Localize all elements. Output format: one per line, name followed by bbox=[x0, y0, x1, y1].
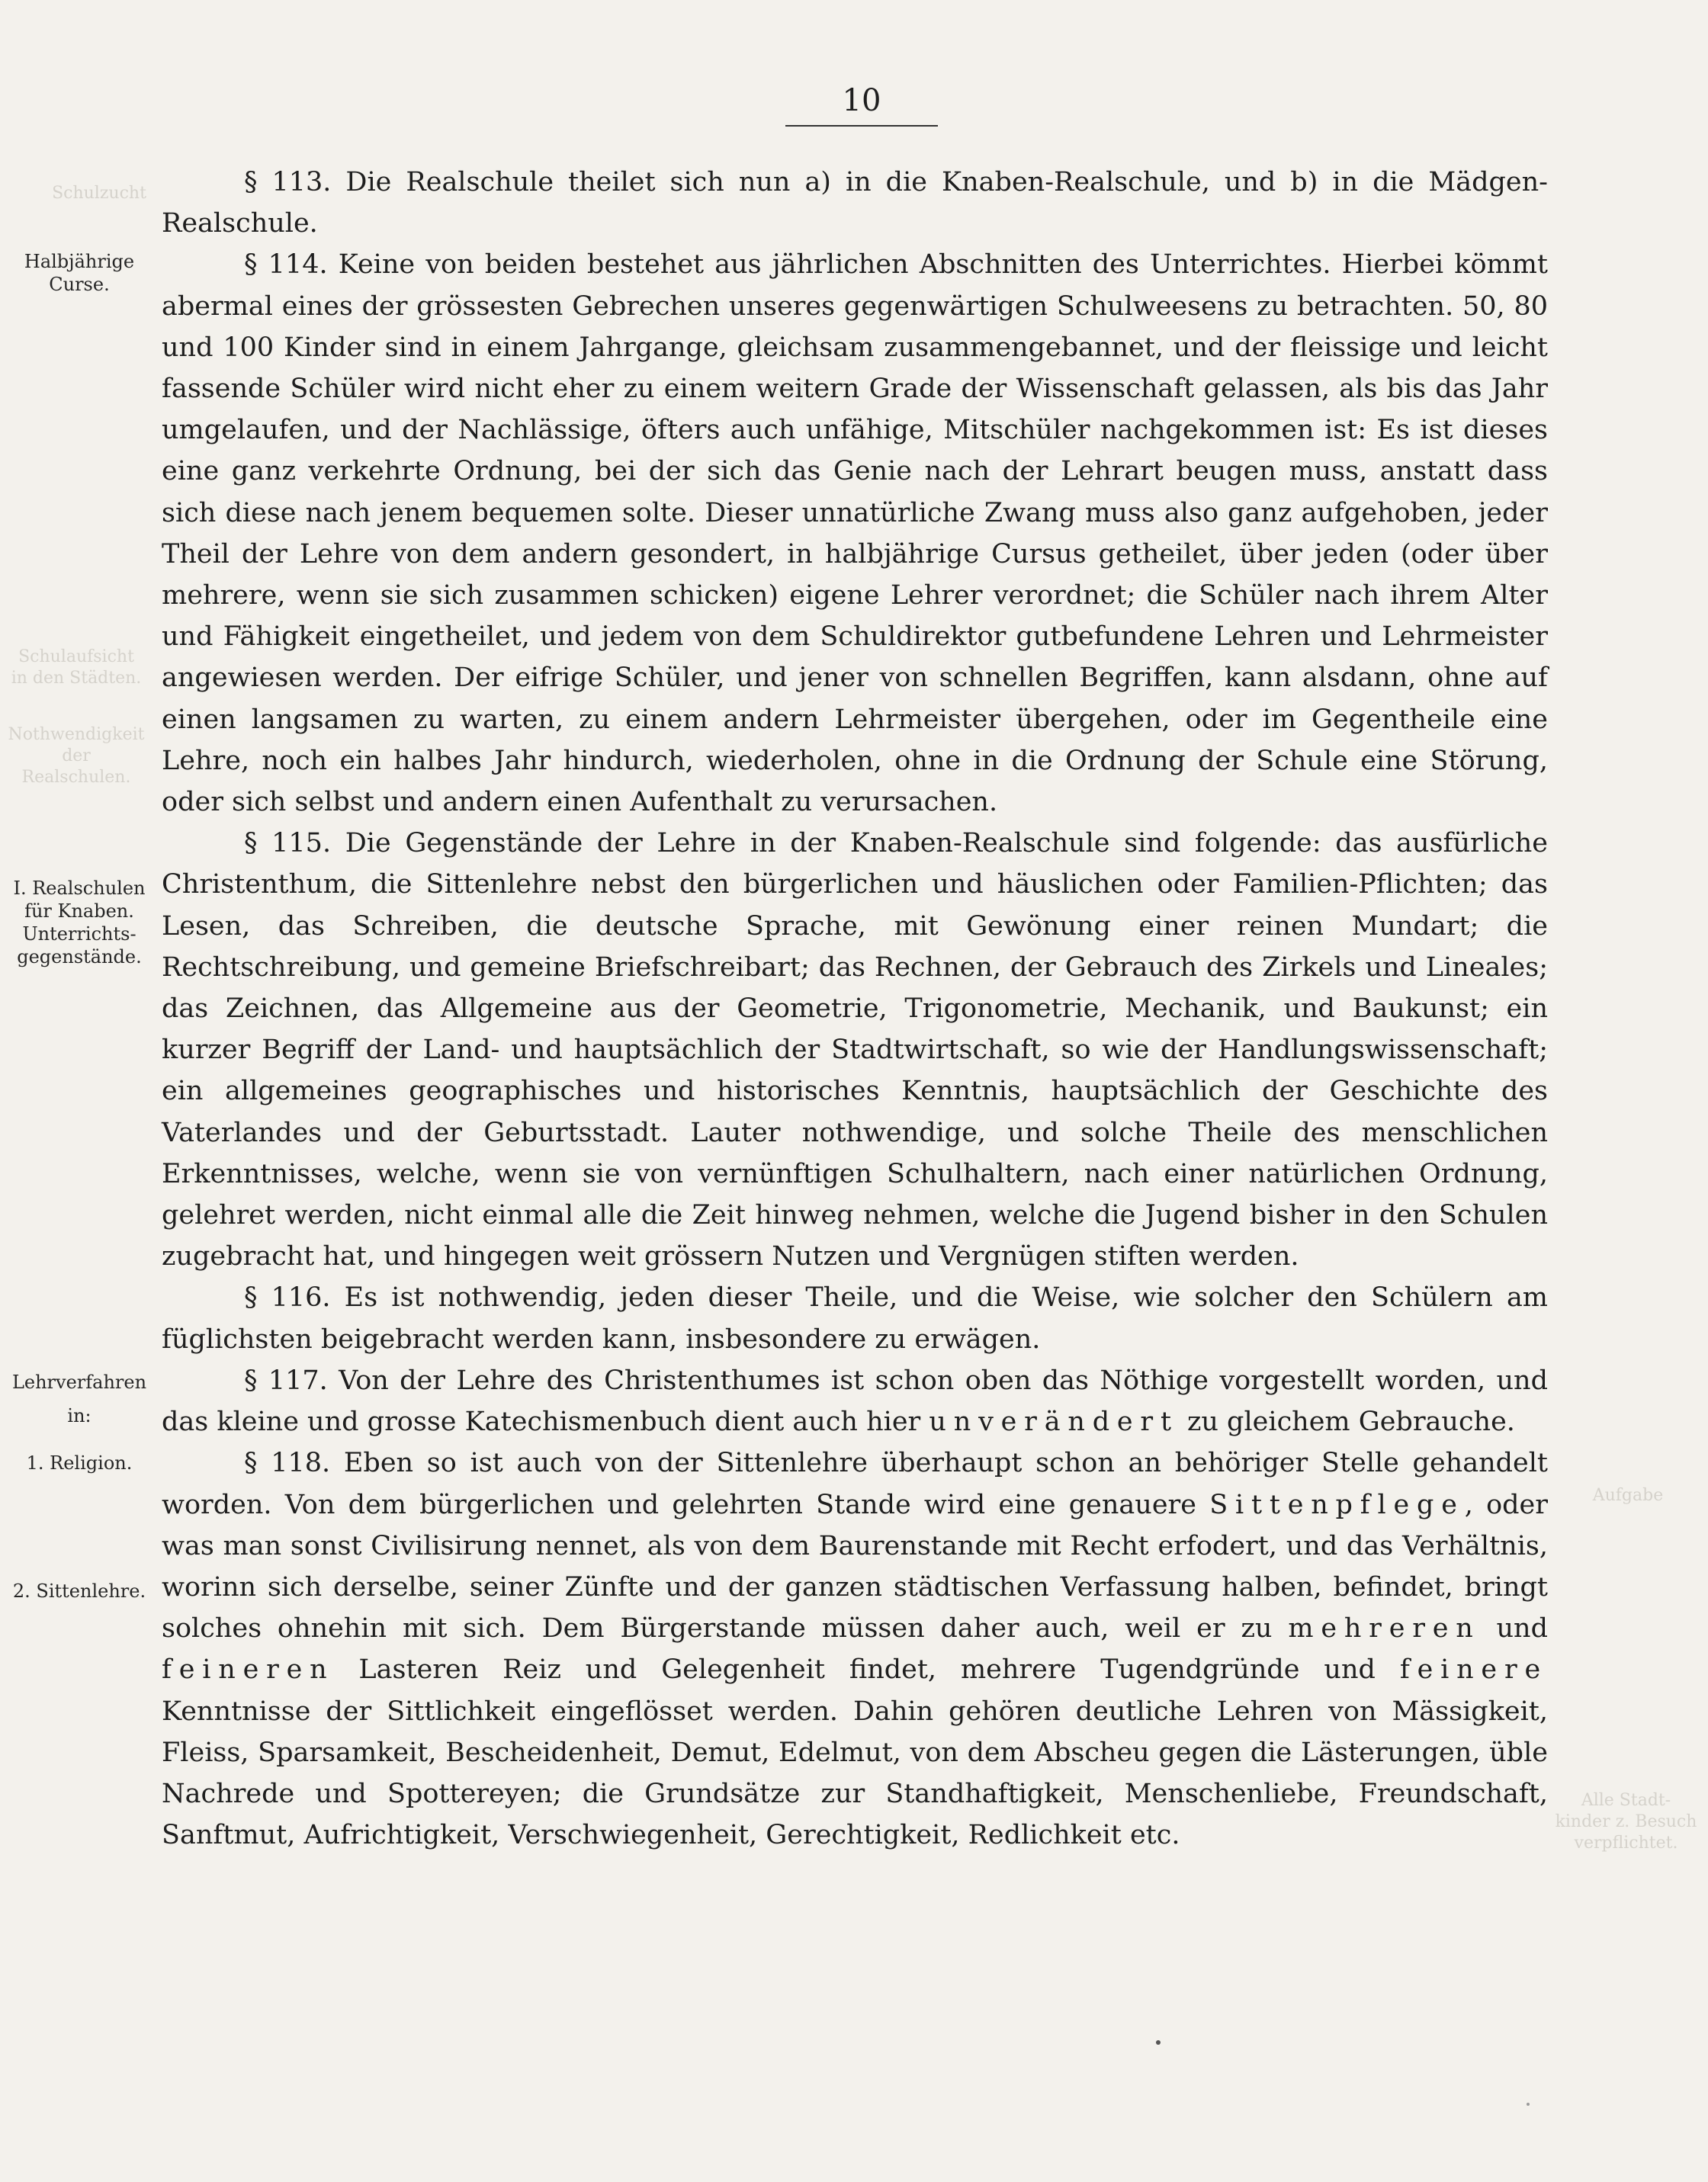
bleed-line: verpflichtet. bbox=[1574, 1834, 1678, 1853]
paragraph-118-text: und bbox=[1480, 1613, 1548, 1645]
margin-note-line: für Knaben. bbox=[24, 900, 134, 922]
paragraph-116: § 116. Es ist nothwendig, jeden dieser Theile, und die Weise, wie solcher den Schülern am füglichsten beigebracht werden kann, insbesondere zu erwägen. bbox=[162, 1282, 1548, 1355]
margin-note-line: Halbjährige bbox=[24, 251, 135, 272]
emphasis-feinere: feinere bbox=[1399, 1654, 1548, 1686]
emphasis-feineren: feineren bbox=[162, 1654, 335, 1686]
margin-note-line: Lehrverfahren bbox=[11, 1372, 147, 1393]
margin-note-line: 2. Sittenlehre. bbox=[12, 1580, 146, 1602]
emphasis-sittenpflege: Sittenpflege bbox=[1209, 1489, 1465, 1520]
margin-note-halbjaehrige-curse bbox=[5, 250, 154, 296]
bleed-line: Realschulen. bbox=[21, 768, 131, 787]
bleed-line: der bbox=[62, 746, 91, 765]
paragraph-115: § 115. Die Gegenstände der Lehre in der Knaben-Realschule sind folgende: das ausfürliche Christenthum, die Sittenlehre nebst den bürgerlichen und häuslichen oder Familien-Pflichten; das Lesen, das Schreiben, die deutsche Sprache, mit Gewönung einer reinen Mundart; die Rechtschreibung, und gemeine Briefschreibart; das Rechnen, der Gebrauch des Zirkels und Lineales; das Zeichnen, das Allgemeine aus der Geometrie, Trigonometrie, Mechanik, und Baukunst; ein kurzer Begriff der Land- und hauptsächlich der Stadtwirtschaft, so wie der Handlungswissenschaft; ein allgemeines geographisches und historisches Kenntnis, hauptsächlich der Geschichte des Vaterlandes und der Geburtsstadt. Lauter nothwendige, und solche Theile des menschlichen Erkenntnisses, welche, wenn sie von vernünftigen Schulhaltern, nach einer natürlichen Ordnung, gelehret werden, nicht einmal alle die Zeit hinweg nehmen, welche die Jugend bisher in den Schulen zugebracht hat, und hingegen weit grössern Nutzen und Vergnügen stiften werden. bbox=[162, 828, 1548, 1272]
margin-note-religion bbox=[5, 1452, 154, 1474]
bleed-line: Schulaufsicht bbox=[18, 647, 134, 666]
bleed-through-note bbox=[23, 183, 175, 204]
margin-note-line: I. Realschulen bbox=[13, 878, 146, 899]
ink-speck bbox=[1527, 2103, 1530, 2106]
paragraph-117-text: § 117. Von der Lehre des Christenthumes ist schon oben das Nöthige vorgestellt worden, und das kleine und grosse Katechismenbuch dient auch hier bbox=[162, 1365, 1548, 1438]
bleed-line: kinder z. Besuch bbox=[1555, 1812, 1697, 1831]
paragraph-117-text: zu gleichem Gebrauche. bbox=[1178, 1407, 1515, 1438]
paragraph-117 bbox=[162, 1360, 1548, 1442]
bleed-through-note bbox=[1548, 1790, 1704, 1854]
body-text bbox=[162, 162, 1548, 1856]
bleed-through-note bbox=[0, 724, 152, 788]
margin-note-lehrverfahren bbox=[5, 1371, 154, 1427]
page-number: 10 bbox=[842, 83, 881, 118]
margin-note-line: gegenstände. bbox=[17, 946, 142, 967]
bleed-through-note bbox=[0, 647, 152, 689]
page-number-rule bbox=[785, 125, 938, 127]
bleed-line: Alle Stadt- bbox=[1581, 1791, 1671, 1810]
bleed-through-note bbox=[1556, 1485, 1700, 1507]
paragraph-118-text: , oder was man sonst Civilisirung nennet, als von dem Baurenstande mit Recht erfodert, und das Verhältnis, worinn sich derselbe, seiner Zünfte und der ganzen städtischen Verfassung halben, befindet, bringt solches ohnehin mit sich. Dem Bürgerstande müssen daher auch, weil er zu bbox=[162, 1489, 1548, 1645]
paragraph-114: § 114. Keine von beiden bestehet aus jährlichen Abschnitten des Unterrichtes. Hierbei kömmt abermal eines der grössesten Gebrechen unseres gegenwärtigen Schulweesens zu betrachten. 50, 80 und 100 Kinder sind in einem Jahrgange, gleichsam zusammengebannet, und der fleissige und leicht fassende Schüler wird nicht eher zu einem weitern Grade der Wissenschaft gelassen, als bis das Jahr umgelaufen, und der Nachlässige, öfters auch unfähige, Mitschüler nachgekommen ist: Es ist dieses eine ganz verkehrte Ordnung, bei der sich das Genie nach der Lehrart beugen muss, anstatt dass sich diese nach jenem bequemen solte. Dieser unnatürliche Zwang muss also ganz aufgehoben, jeder Theil der Lehre von dem andern gesondert, in halbjährige Cursus getheilet, über jeden (oder über mehrere, wenn sie sich zusammen schicken) eigene Lehrer verordnet; die Schüler nach ihrem Alter und Fähigkeit eingetheilet, und jedem von dem Schuldirektor gutbefundene Lehren und Lehrmeister angewiesen werden. Der eifrige Schüler, und jener von schnellen Begriffen, kann alsdann, ohne auf einen langsamen zu warten, zu einem andern Lehrmeister übergehen, oder im Gegentheile eine Lehre, noch ein halbes Jahr hindurch, wiederholen, ohne in die Ordnung der Schule eine Störung, oder sich selbst und andern einen Aufenthalt zu verursachen. bbox=[162, 249, 1548, 818]
margin-note-realschulen-fuer-knaben bbox=[5, 877, 154, 968]
bleed-line: Schulzucht bbox=[52, 184, 146, 203]
paragraph-113: § 113. Die Realschule theilet sich nun a) in die Knaben-Realschule, und b) in die Mädgen-Realschule. bbox=[162, 167, 1548, 239]
paragraph-118-text: Lasteren Reiz und Gelegenheit findet, mehrere Tugendgründe und bbox=[334, 1654, 1400, 1686]
paragraph-118-text: § 118. Eben so ist auch von der Sittenlehre überhaupt schon an behöriger Stelle gehandelt worden. Von dem bürgerlichen und gelehrten Stande wird eine genauere bbox=[162, 1448, 1548, 1520]
margin-note-line: Curse. bbox=[49, 274, 110, 295]
bleed-line: in den Städten. bbox=[11, 669, 142, 688]
bleed-line: Nothwendigkeit bbox=[8, 725, 145, 744]
paragraph-118 bbox=[162, 1442, 1548, 1856]
emphasis-mehreren: mehreren bbox=[1288, 1613, 1481, 1645]
bleed-line: Aufgabe bbox=[1592, 1486, 1664, 1505]
ink-speck bbox=[1156, 2040, 1161, 2045]
emphasis-unveraendert: unverändert bbox=[929, 1407, 1179, 1438]
margin-note-sittenlehre bbox=[5, 1580, 154, 1603]
margin-note-line: Unterrichts- bbox=[22, 923, 136, 945]
margin-note-line: in: bbox=[67, 1405, 92, 1426]
margin-note-line: 1. Religion. bbox=[26, 1452, 133, 1474]
paragraph-118-text: Kenntnisse der Sittlichkeit eingeflösset werden. Dahin gehören deutliche Lehren von Mässigkeit, Fleiss, Sparsamkeit, Bescheidenheit, Demut, Edelmut, von dem Abscheu gegen die Lästerungen, üble Nachrede und Spottereyen; die Grundsätze zur Standhaftigkeit, Menschenliebe, Freundschaft, Sanftmut, Aufrichtigkeit, Verschwiegenheit, Gerechtigkeit, Redlichkeit etc. bbox=[162, 1696, 1548, 1851]
